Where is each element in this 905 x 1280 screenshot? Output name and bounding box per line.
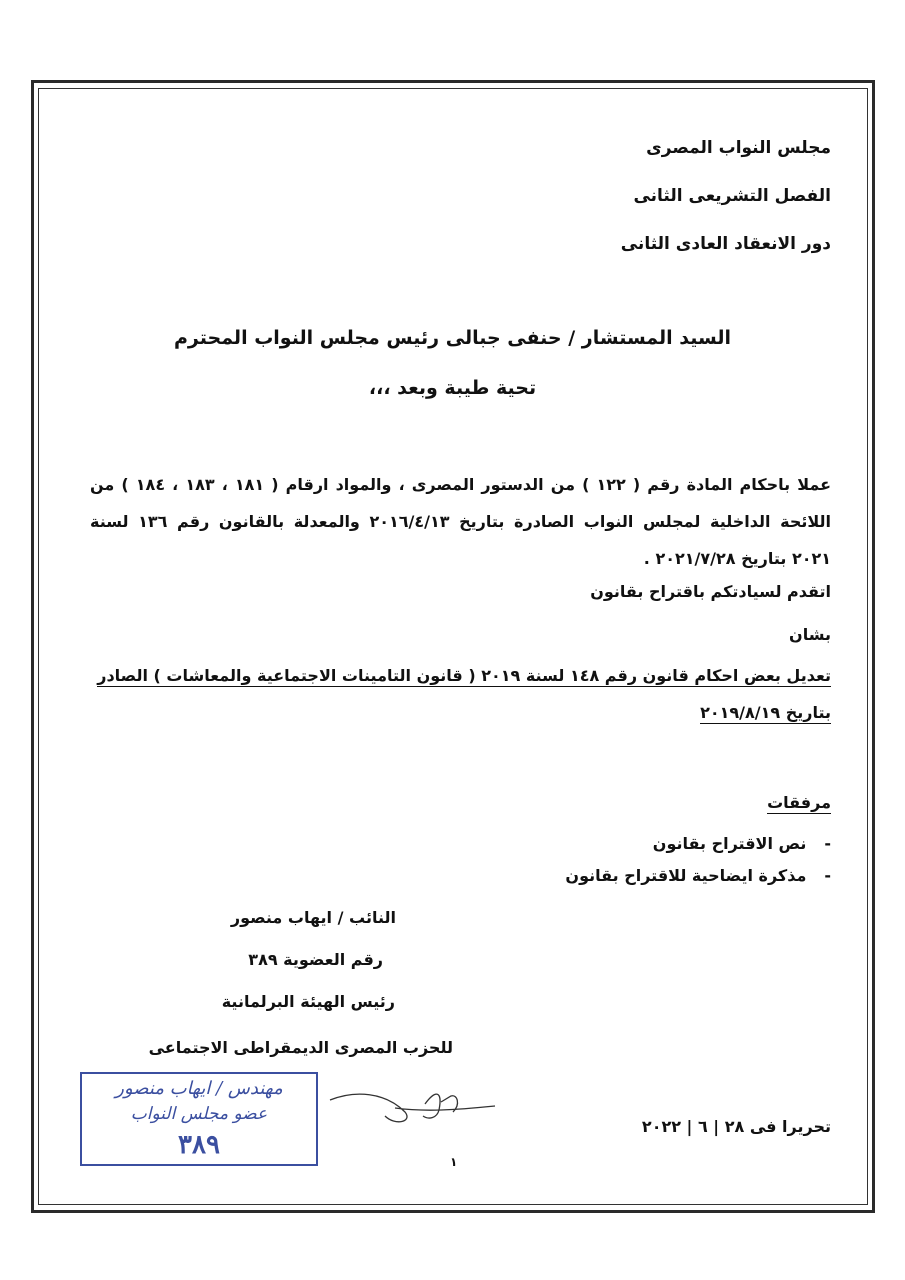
header-legislative-term: الفصل التشريعى الثانى: [633, 186, 831, 206]
header-session: دور الانعقاد العادى الثانى: [620, 234, 831, 254]
official-stamp: [80, 1072, 318, 1166]
signature-membership: رقم العضوية ٣٨٩: [248, 950, 383, 969]
handwritten-signature: [325, 1082, 500, 1142]
attachment-item-label: نص الاقتراح بقانون: [652, 834, 807, 853]
date-line: تحريرا فى ٢٨ | ٦ | ٢٠٢٢: [641, 1117, 831, 1136]
subject-line-2: بتاريخ ٢٠١٩/٨/١٩: [700, 703, 831, 722]
bullet-dash: -: [824, 866, 831, 885]
signature-name: النائب / ايهاب منصور: [230, 908, 396, 927]
attachments-title: مرفقات: [767, 793, 831, 812]
bullet-dash: -: [824, 834, 831, 853]
signature-role: رئيس الهيئة البرلمانية: [221, 992, 395, 1011]
header-council: مجلس النواب المصرى: [646, 138, 831, 158]
stamp-number: ٣٨٩: [178, 1130, 220, 1160]
proposal-line: اتقدم لسيادتكم باقتراح بقانون: [590, 582, 831, 601]
stamp-name: مهندس / ايهاب منصور: [115, 1078, 283, 1099]
attachment-item: [565, 866, 831, 885]
stamp-title: عضو مجلس النواب: [130, 1104, 268, 1124]
page-number: ١: [450, 1155, 458, 1169]
subject-line-1: تعديل بعض احكام قانون رقم ١٤٨ لسنة ٢٠١٩ ( قانون التامينات الاجتماعية والمعاشات ) الصادر: [97, 666, 831, 685]
greeting: تحية طيبة وبعد ،،،: [368, 377, 537, 399]
regarding-label: بشان: [789, 625, 831, 644]
signature-party: للحزب المصرى الديمقراطى الاجتماعى: [148, 1038, 453, 1057]
attachment-item-label: مذكرة ايضاحية للاقتراح بقانون: [565, 866, 807, 885]
attachment-item: [653, 834, 831, 853]
addressee: السيد المستشار / حنفى جبالى رئيس مجلس النواب المحترم: [174, 327, 731, 349]
body-paragraph: عملا باحكام المادة رقم ( ١٢٢ ) من الدستور المصرى ، والمواد ارقام ( ١٨١ ، ١٨٣ ، ١٨٤ ) من اللائحة الداخلية لمجلس النواب الصادرة بتاريخ ٢٠١٦/٤/١٣ والمعدلة بالقانون رقم ١٣٦ لسنة ٢٠٢١ بتاريخ ٢٠٢١/٧/٢٨ .: [90, 475, 832, 568]
